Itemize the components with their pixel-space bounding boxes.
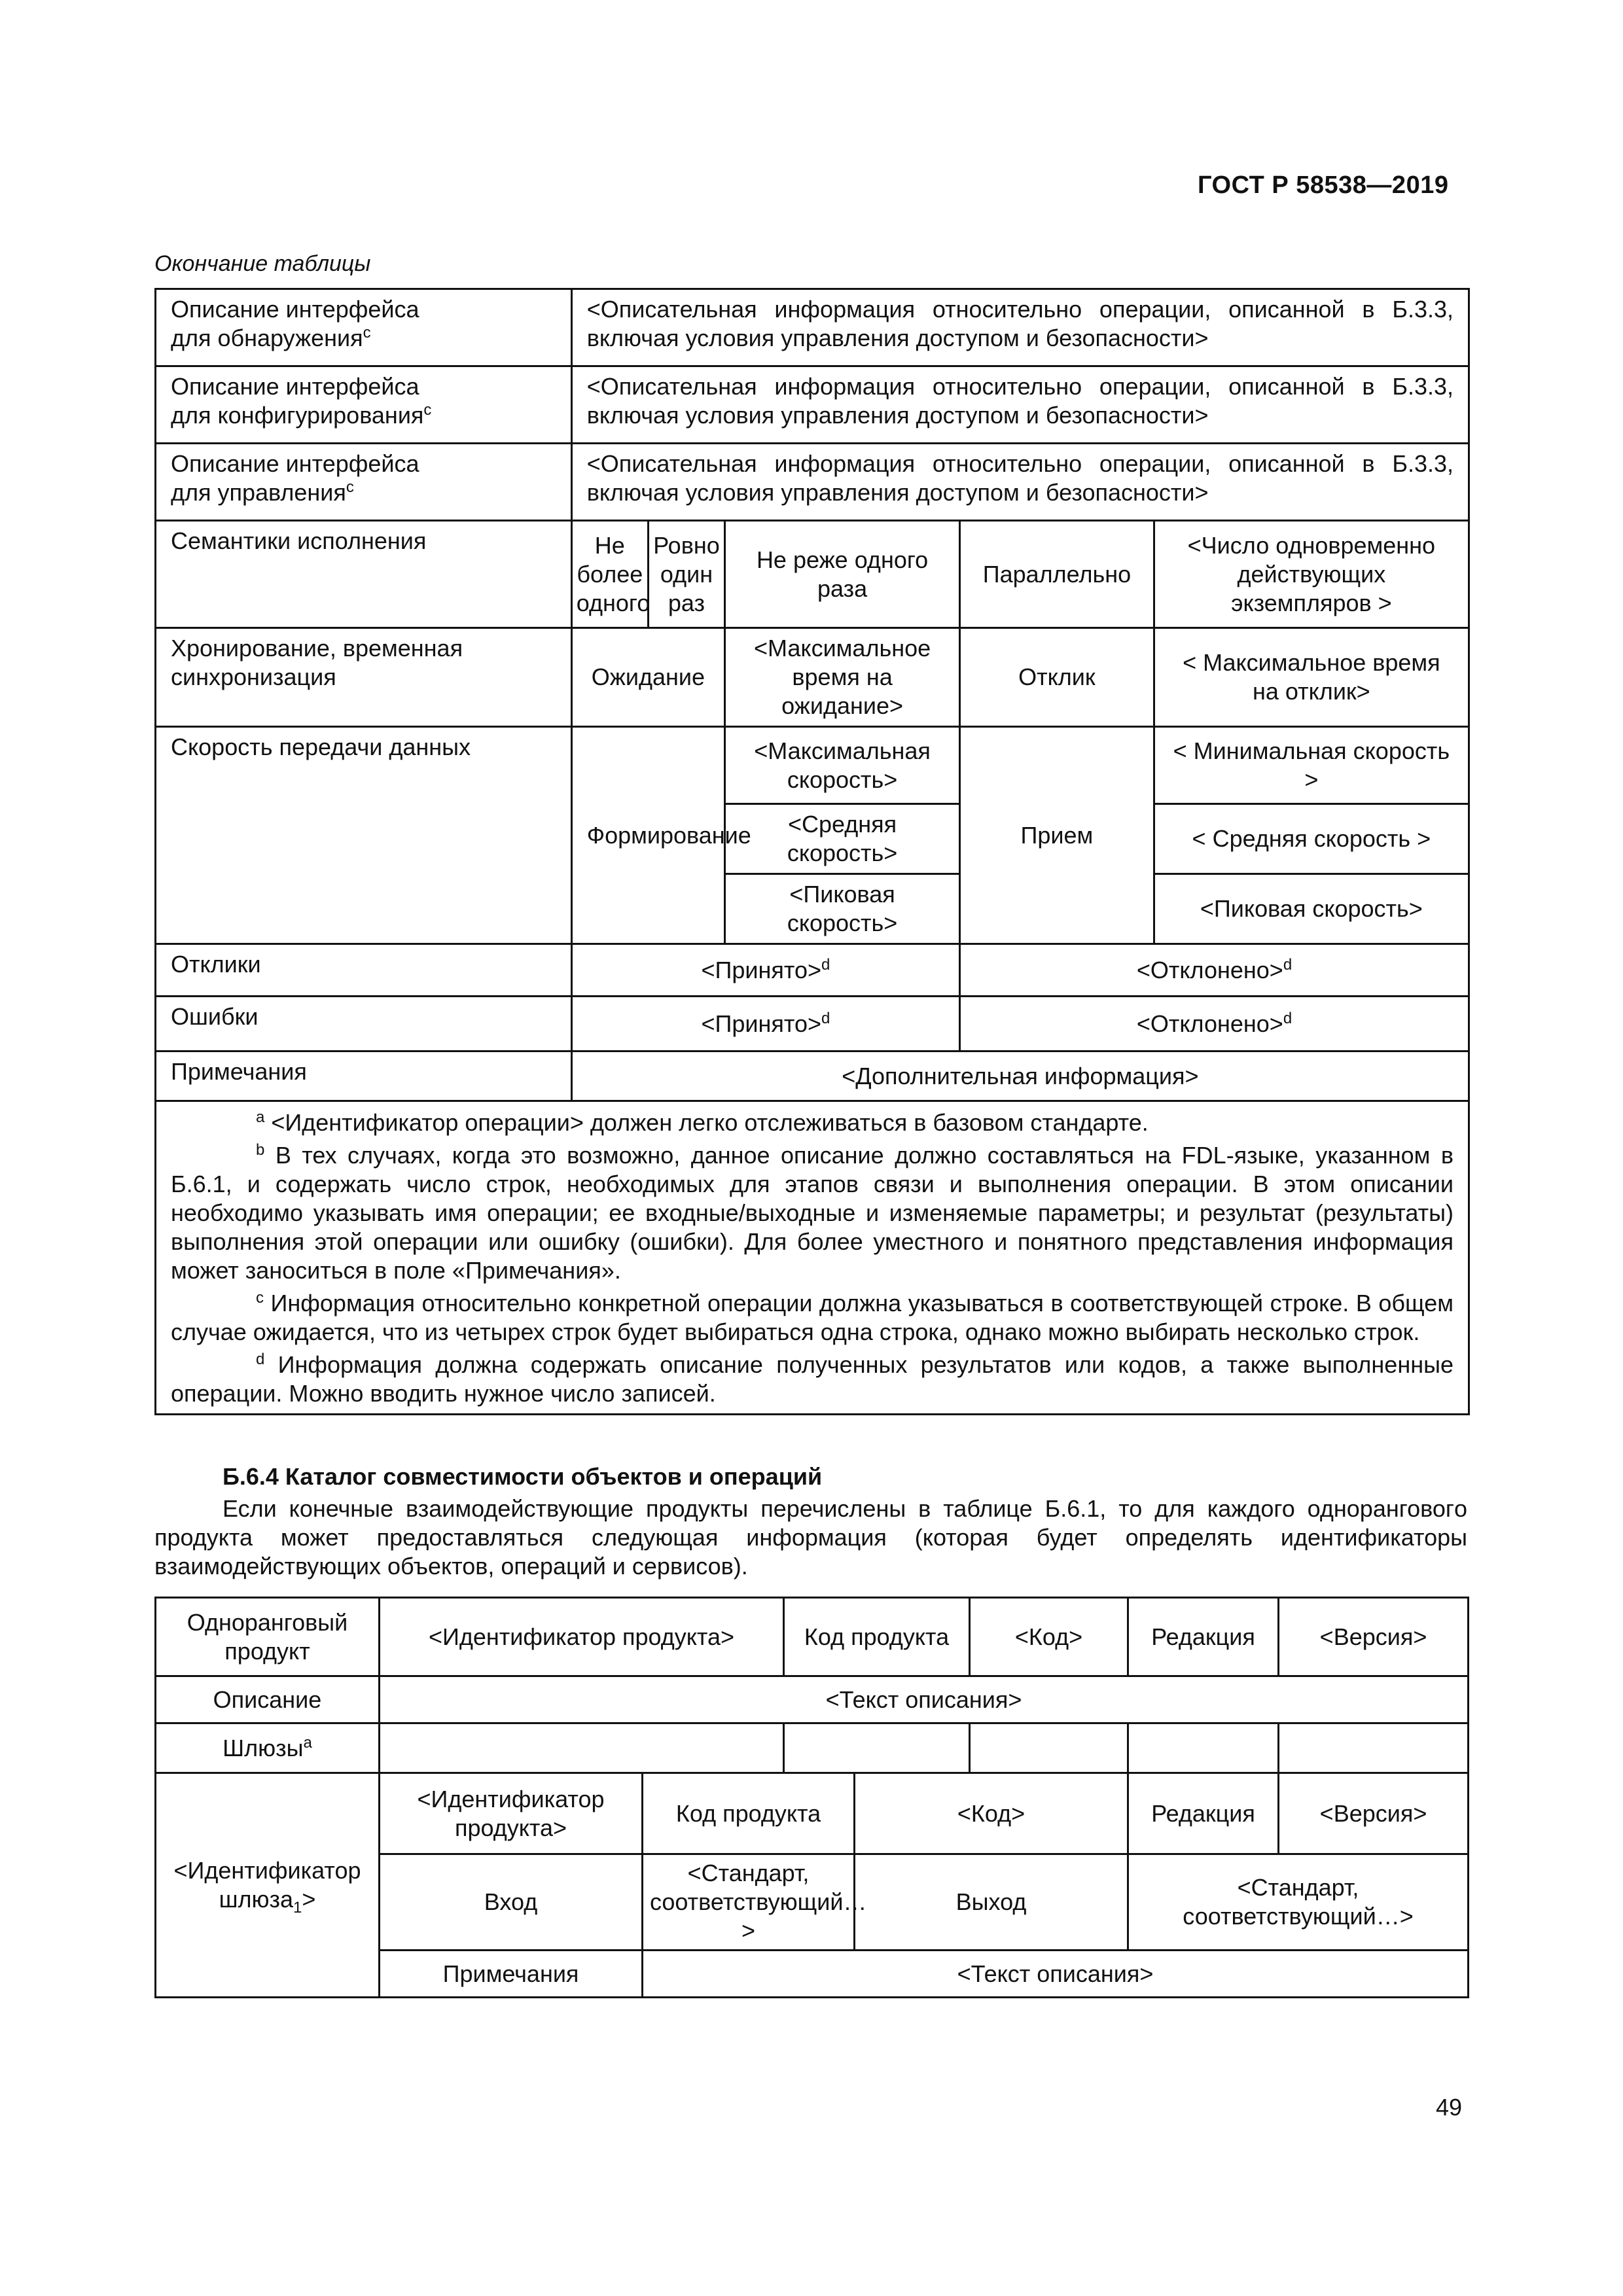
gateway-product-code-label: Код продукта [643,1773,855,1854]
input-label: Вход [380,1854,643,1951]
page-number: 49 [1436,2094,1463,2121]
footnote-a: $^a$ <Идентификатор операции> должен легко отслеживаться в базовом стандарте. [256,1108,1149,1136]
rate-peak: <Пиковая скорость> [725,874,960,944]
label-notes: Примечания [156,1051,572,1101]
product-id: <Идентификатор продукта> [380,1598,784,1676]
timing-wait: Ожидание [571,628,724,727]
timing-max-response: < Максимальное время на отклик> [1154,628,1469,727]
version: <Версия> [1279,1598,1469,1676]
gateway-cell-3 [970,1723,1128,1773]
semantic-at-least-once: Не реже одного раза [725,521,960,628]
gateway-code: <Код> [855,1773,1128,1854]
footnote-c: $^c$ Информация относительно конкретной операции должна указываться в соответствующей строке. В общем случае ожидается, что из четырех строк будет выбираться одна строка, однако можно выбирать несколько строк. [171,1289,1454,1345]
value-config: <Описательная информация относительно операции, описанной в Б.3.3, включая условия управления доступом и безопасности> [571,366,1469,444]
output-standard: <Стандарт, соответствующий…> [1128,1854,1469,1951]
row-timing [156,628,1469,727]
row-semantics [156,521,1469,628]
label-responses: Отклики [156,944,572,997]
rate-avg: <Средняя скорость> [725,804,960,874]
operation-table [154,288,1470,1415]
label-semantics: Семантики исполнения [156,521,572,628]
label-config: Описание интерфейса для конфигурирования$^c$ [156,366,572,444]
compatibility-table [154,1597,1469,1998]
row-config [156,366,1469,444]
section-intro: Если конечные взаимодействующие продукты перечислены в таблице Б.6.1, то для каждого одноранговогo продукта может предоставляться следующая информация (которая будет определять идентификаторы взаимодействующих объектов, операций и сервисов). [154,1495,1467,1580]
rate-max: <Максимальная скорость> [725,727,960,804]
product-code-label: Код продукта [784,1598,970,1676]
document-code: ГОСТ Р 58538—2019 [1198,171,1449,199]
row-responses [156,944,1469,997]
row-description [156,1676,1469,1723]
table-caption: Окончание таблицы [154,251,371,276]
gateway-id: <Идентификатор шлюза$_1$> [156,1773,380,1998]
row-management [156,444,1469,521]
value-discovery: <Описательная информация относительно операции, описанной в Б.3.3, включая условия управления доступом и безопасности> [571,289,1469,366]
rate-min: < Минимальная скорость > [1154,727,1469,804]
label-management: Описание интерфейса для управления$^c$ [156,444,572,521]
label-discovery: Описание интерфейса для обнаружения$^c$ [156,289,572,366]
value-management: <Описательная информация относительно операции, описанной в Б.3.3, включая условия управления доступом и безопасности> [571,444,1469,521]
responses-accepted: <Принято>$^d$ [571,944,959,997]
footnote-d: $^d$ Информация должна содержать описание полученных результатов или кодов, а также выполненные операции. Можно вводить нужное число записей. [171,1351,1454,1407]
gateway-notes-label: Примечания [380,1951,643,1998]
gateways-label: Шлюзы$^a$ [156,1723,380,1773]
timing-response: Отклик [960,628,1154,727]
row-discovery [156,289,1469,366]
footnotes [156,1101,1469,1415]
input-standard: <Стандарт, соответствующий…> [643,1854,855,1951]
output-label: Выход [855,1854,1128,1951]
gateway-cell-1 [380,1723,784,1773]
rate-forming: Формирование [571,727,724,944]
semantic-at-most-once: Не более одного [571,521,648,628]
notes-value: <Дополнительная информация> [571,1051,1469,1101]
row-errors [156,997,1469,1051]
footnote-b: $^b$ В тех случаях, когда это возможно, данное описание должно составляться на FDL-языке, указанном в Б.6.1, и содержать число строк, необходимых для этапов связи и выполнения операции. В этом описании необходимо указывать имя операции; ее входные/выходные и изменяемые параметры; и результат (результаты) выполнения этой операции или ошибку (ошибки). Для более уместного и понятного представления информация может заноситься в поле «Примечания». [171,1141,1454,1284]
gateway-edition-label: Редакция [1128,1773,1279,1854]
row-gateway-product [156,1773,1469,1854]
peer-product-label: Одноранговый продукт [156,1598,380,1676]
gateway-product-id: <Идентификатор продукта> [380,1773,643,1854]
gateway-notes-value: <Текст описания> [643,1951,1469,1998]
label-timing: Хронирование, временная синхронизация [156,628,572,727]
row-rate-1 [156,727,1469,804]
semantic-exactly-once: Ровно один раз [648,521,724,628]
gateway-version: <Версия> [1279,1773,1469,1854]
gateway-cell-4 [1128,1723,1279,1773]
responses-rejected: <Отклонено>$^d$ [960,944,1469,997]
description-value: <Текст описания> [380,1676,1469,1723]
gateway-cell-2 [784,1723,970,1773]
row-peer-product [156,1598,1469,1676]
section-title: Б.6.4 Каталог совместимости объектов и операций [223,1463,823,1490]
rate-avg-2: < Средняя скорость > [1154,804,1469,874]
row-notes [156,1051,1469,1101]
label-rate: Скорость передачи данных [156,727,572,944]
errors-rejected: <Отклонено>$^d$ [960,997,1469,1051]
rate-peak-2: <Пиковая скорость> [1154,874,1469,944]
label-errors: Ошибки [156,997,572,1051]
timing-max-wait: <Максимальное время на ожидание> [725,628,960,727]
row-footnotes [156,1101,1469,1415]
semantic-parallel: Параллельно [960,521,1154,628]
semantic-concurrent-instances: <Число одновременно действующих экземпляров > [1154,521,1469,628]
gateway-cell-5 [1279,1723,1469,1773]
code: <Код> [970,1598,1128,1676]
description-label: Описание [156,1676,380,1723]
rate-receive: Прием [960,727,1154,944]
edition-label: Редакция [1128,1598,1279,1676]
errors-accepted: <Принято>$^d$ [571,997,959,1051]
row-gateways [156,1723,1469,1773]
